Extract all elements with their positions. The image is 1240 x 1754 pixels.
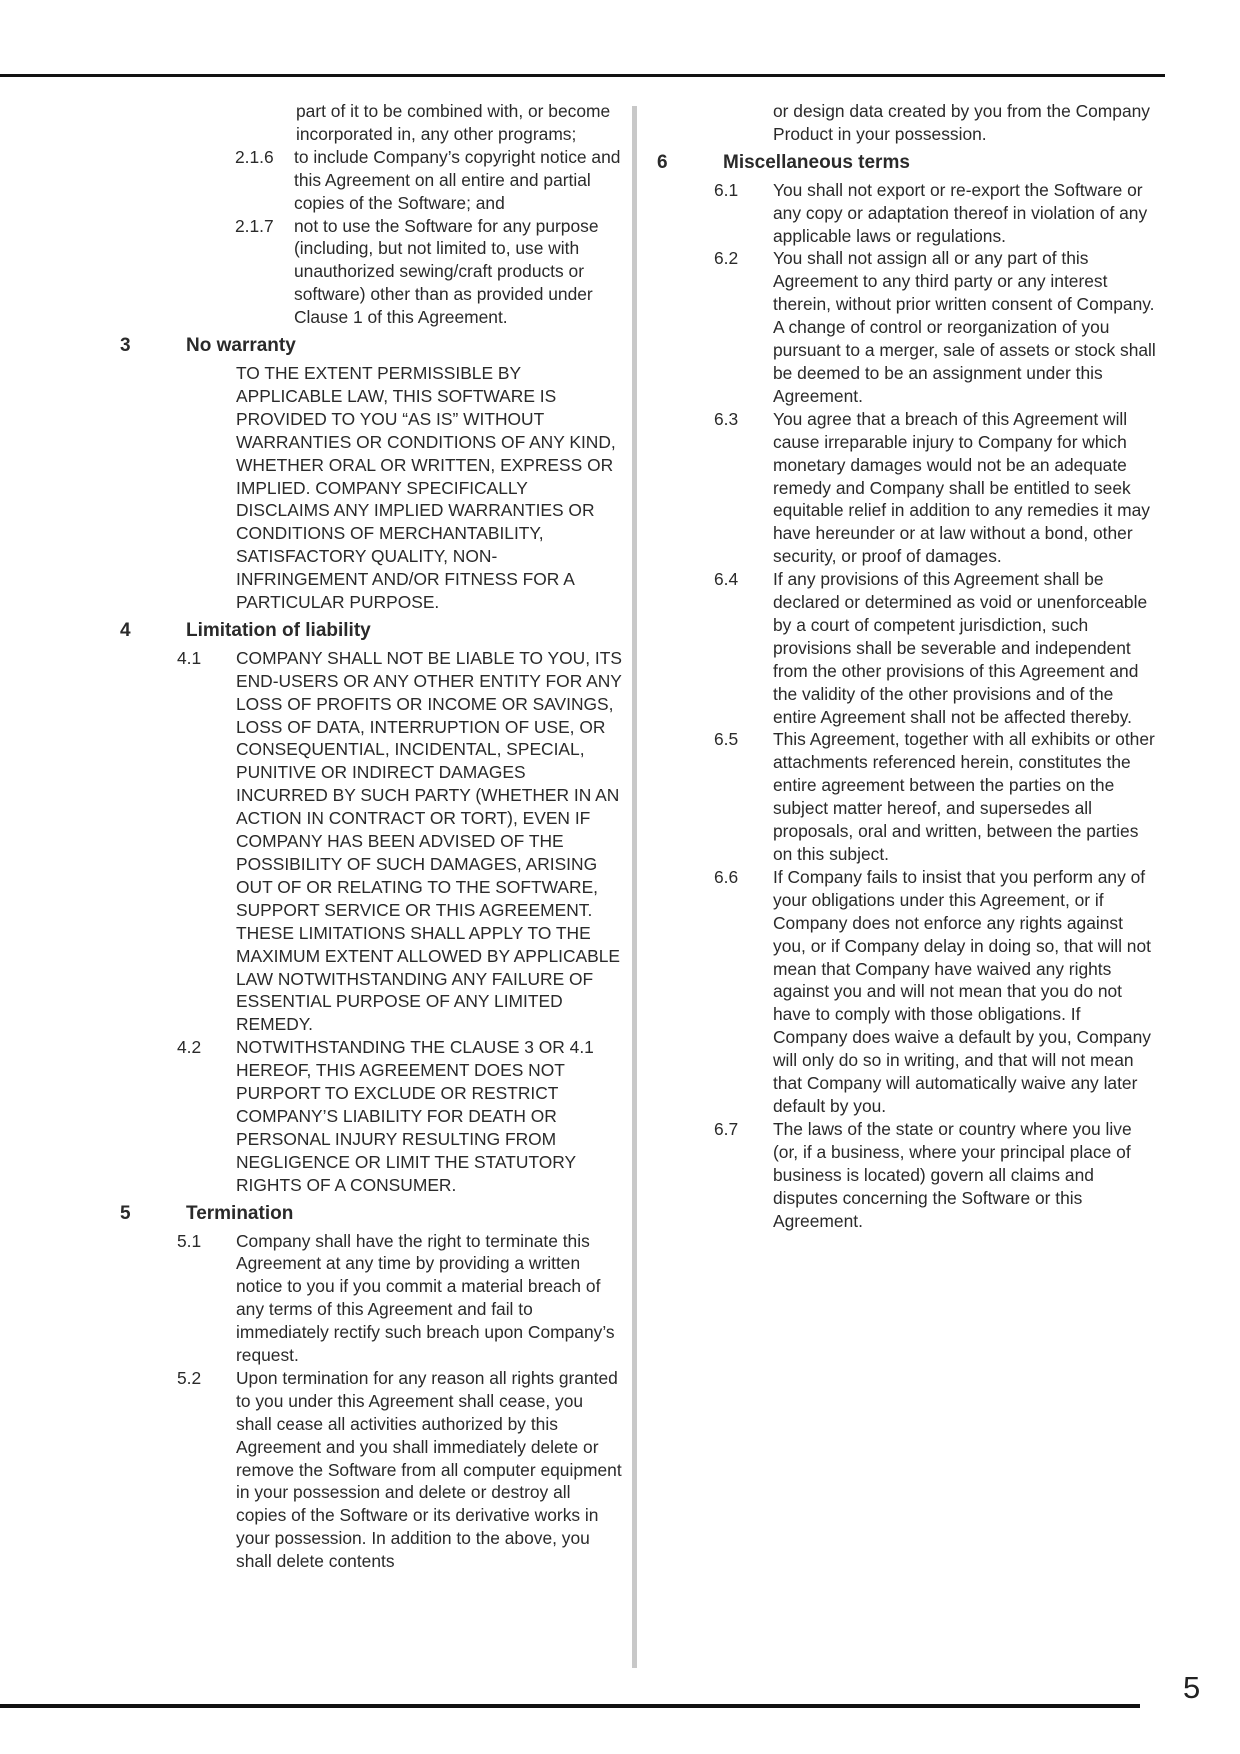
section-heading-termination (110, 1203, 622, 1226)
clause-6-2 (647, 247, 1157, 407)
clause-text: Company shall have the right to terminate this Agreement at any time by providing a written notice to you if you commit a material breach of any terms of this Agreement and fail to immediately rectify such breach upon Company’s request. (236, 1230, 615, 1366)
clause-text: COMPANY SHALL NOT BE LIABLE TO YOU, ITS END-USERS OR ANY OTHER ENTITY FOR ANY LOSS OF PROFITS OR INCOME OR SAVINGS, LOSS OF DATA, INTERRUPTION OF USE, OR CONSEQUENTIAL, INCIDENTAL, SPECIAL, PUNITIVE OR INDIRECT DAMAGES INCURRED BY SUCH PARTY (WHETHER IN AN ACTION IN CONTRACT OR TORT), EVEN IF COMPANY HAS BEEN ADVISED OF THE POSSIBILITY OF SUCH DAMAGES, ARISING OUT OF OR RELATING TO THE SOFTWARE, SUPPORT SERVICE OR THIS AGREEMENT. THESE LIMITATIONS SHALL APPLY TO THE MAXIMUM EXTENT ALLOWED BY APPLICABLE LAW NOTWITHSTANDING ANY FAILURE OF ESSENTIAL PURPOSE OF ANY LIMITED REMEDY. (236, 647, 622, 1035)
clause-number: 4.1 (177, 647, 202, 668)
clause-text: The laws of the state or country where you live (or, if a business, where your principal place of business is located) govern all claims and disputes concerning the Software or this Agreement. (773, 1118, 1132, 1231)
clause-text: You agree that a breach of this Agreement will cause irreparable injury to Company for which monetary damages would not be an adequate remedy and Company shall be entitled to seek equitable relief in addition to any remedies it may have hereunder or at law without a bond, other security, or proof of damages. (773, 408, 1151, 567)
clause-text: If Company fails to insist that you perform any of your obligations under this Agreement, or if Company does not enforce any rights against you, or if Company delay in doing so, that will not mean that Company have waived any rights against you and will not mean that you do not have to comply with those obligations. If Company does waive a default by you, Company will only do so in writing, and that will not mean that Company will automatically waive any later default by you. (773, 866, 1151, 1116)
clause-6-3 (647, 408, 1157, 568)
clause-text: This Agreement, together with all exhibits or other attachments referenced herein, constitutes the entire agreement between the parties on the subject matter hereof, and supersedes all proposals, oral and written, between the parties on this subject. (773, 729, 1155, 864)
top-rule (0, 74, 1165, 77)
section-heading-miscellaneous-terms (647, 152, 1157, 175)
section-number: 5 (120, 1202, 131, 1224)
clause-text: You shall not export or re-export the Software or any copy or adaptation thereof in violation of any applicable laws or regulations. (773, 179, 1148, 246)
clause-number: 2.1.6 (235, 146, 274, 167)
clause-text: You shall not assign all or any part of this Agreement to any third party or any interest therein, without prior written consent of Company. A change of control or reorganization of you pursuant to a merger, sale of assets or stock shall be deemed to be an assignment under this Agreement. (773, 248, 1156, 406)
continued-text: or design data created by you from the Company Product in your possession. (773, 101, 1151, 144)
clause-number: 6.7 (714, 1118, 739, 1139)
continued-text: part of it to be combined with, or become incorporated in, any other programs; (296, 101, 611, 144)
left-column (110, 100, 622, 1573)
clause-6-5 (647, 728, 1157, 865)
clause-4-2 (110, 1036, 622, 1196)
clause-text: Upon termination for any reason all rights granted to you under this Agreement shall cease, you shall cease all activities authorized by this Agreement and you shall immediately delete or remove the Software from all computer equipment in your possession and delete or destroy all copies of the Software or its derivative works in your possession. In addition to the above, you shall delete contents (236, 1367, 622, 1572)
clause-number: 6.3 (714, 408, 739, 429)
clause-text: NOTWITHSTANDING THE CLAUSE 3 OR 4.1 HEREOF, THIS AGREEMENT DOES NOT PURPORT TO EXCLUDE OR RESTRICT COMPANY’S LIABILITY FOR DEATH OR PERSONAL INJURY RESULTING FROM NEGLIGENCE OR LIMIT THE STATUTORY RIGHTS OF A CONSUMER. (236, 1037, 594, 1195)
clause-text: not to use the Software for any purpose (including, but not limited to, use with unauthorized sewing/craft products or software) other than as provided under Clause 1 of this Agreement. (294, 215, 599, 328)
section-title: No warranty (186, 335, 296, 357)
clause-number: 6.4 (714, 569, 739, 590)
section-heading-no-warranty (110, 335, 622, 358)
section-number: 4 (120, 619, 131, 641)
bottom-rule (0, 1704, 1140, 1708)
clause-5-1 (110, 1230, 622, 1367)
clause-6-7 (647, 1118, 1157, 1233)
right-column (647, 100, 1157, 1232)
section-title: Limitation of liability (186, 619, 371, 641)
section-title: Termination (186, 1202, 294, 1224)
clause-6-1 (647, 179, 1157, 248)
clause-5-2 (110, 1367, 622, 1573)
clause-number: 5.1 (177, 1230, 202, 1251)
section-heading-limitation-of-liability (110, 620, 622, 643)
no-warranty-text: TO THE EXTENT PERMISSIBLE BY APPLICABLE LAW, THIS SOFTWARE IS PROVIDED TO YOU “AS IS” WITHOUT WARRANTIES OR CONDITIONS OF ANY KIND, WHETHER ORAL OR WRITTEN, EXPRESS OR IMPLIED. COMPANY SPECIFICALLY DISCLAIMS ANY IMPLIED WARRANTIES OR CONDITIONS OF MERCHANTABILITY, SATISFACTORY QUALITY, NON-INFRINGEMENT AND/OR FITNESS FOR A PARTICULAR PURPOSE. (236, 362, 616, 613)
clause-number: 6.1 (714, 179, 739, 200)
clause-2-1-7 (110, 215, 622, 330)
clause-number: 2.1.7 (235, 215, 274, 236)
clause-4-1 (110, 647, 622, 1036)
section-number: 6 (657, 151, 668, 173)
clause-number: 4.2 (177, 1037, 202, 1058)
clause-number: 5.2 (177, 1367, 202, 1388)
clause-2-1-6 (110, 146, 622, 215)
clause-number: 6.2 (714, 248, 739, 269)
clause-text: to include Company’s copyright notice and this Agreement on all entire and partial copies of the Software; and (294, 146, 621, 213)
clause-text: If any provisions of this Agreement shall be declared or determined as void or unenforceable by a court of competent jurisdiction, such provisions shall be severable and independent from the other provisions of this Agreement and the validity of the other provisions and of the entire Agreement shall not be affected thereby. (773, 569, 1148, 727)
clause-number: 6.5 (714, 729, 739, 750)
page-number: 5 (1183, 1670, 1201, 1705)
column-divider (632, 106, 637, 1668)
clause-6-6 (647, 866, 1157, 1118)
clause-number: 6.6 (714, 866, 739, 887)
clause-6-4 (647, 568, 1157, 728)
section-number: 3 (120, 335, 131, 357)
section-title: Miscellaneous terms (723, 151, 910, 173)
